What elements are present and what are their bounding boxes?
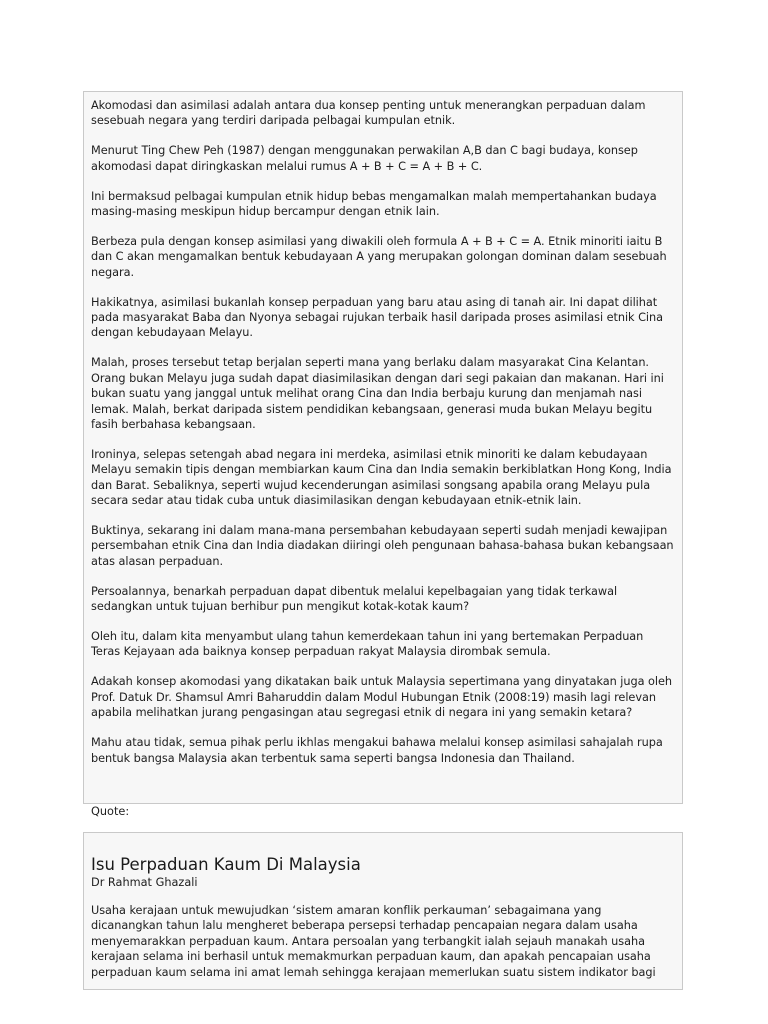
- paragraph-4: Berbeza pula dengan konsep asimilasi yang diwakili oleh formula A + B + C = A. Etnik minoriti iaitu B dan C akan mengamalkan bentuk kebudayaan A yang merupakan golongan dominan dalam sesebuah negara.: [91, 234, 667, 279]
- quote-box-isu-perpaduan: [83, 832, 683, 990]
- article-author: Dr Rahmat Ghazali: [91, 876, 198, 889]
- paragraph-3: Ini bermaksud pelbagai kumpulan etnik hidup bebas mengamalkan malah mempertahankan budaya masing-masing meskipun hidup bercampur dengan etnik lain.: [91, 189, 657, 219]
- paragraph-2: Menurut Ting Chew Peh (1987) dengan menggunakan perwakilan A,B dan C bagi budaya, konsep akomodasi dapat diringkaskan melalui rumus A + B + C = A + B + C.: [91, 144, 638, 173]
- paragraph-12: Mahu atau tidak, semua pihak perlu ikhlas mengakui bahawa melalui konsep asimilasi sahajalah rupa bentuk bangsa Malaysia akan terbentuk sama seperti bangsa Indonesia dan Thailand.: [91, 736, 663, 765]
- paragraph-11: Adakah konsep akomodasi yang dikatakan baik untuk Malaysia sepertimana yang dinyatakan juga oleh Prof. Datuk Dr. Shamsul Amri Baharuddin dalam Modul Hubungan Etnik (2008:19) masih lagi relevan apabila melihatkan jurang pengasingan atau segregasi etnik di negara ini yang semakin ketara?: [91, 675, 672, 720]
- paragraph-5: Hakikatnya, asimilasi bukanlah konsep perpaduan yang baru atau asing di tanah air. Ini dapat dilihat pada masyarakat Baba dan Nyonya sebagai rujukan terbaik hasil daripada proses asimilasi etnik Cina dengan kebudayaan Melayu.: [91, 295, 663, 340]
- paragraph-10: Oleh itu, dalam kita menyambut ulang tahun kemerdekaan tahun ini yang bertemakan Perpaduan Teras Kejayaan ada baiknya konsep perpaduan rakyat Malaysia dirombak semula.: [91, 630, 644, 659]
- paragraph-9: Persoalannya, benarkah perpaduan dapat dibentuk melalui kepelbagaian yang tidak terkawal sedangkan untuk tujuan berhibur pun mengikut kotak-kotak kaum?: [91, 584, 618, 614]
- paragraph-7: Ironinya, selepas setengah abad negara ini merdeka, asimilasi etnik minoriti ke dalam kebudayaan Melayu semakin tipis dengan membiarkan kaum Cina dan India semakin berkiblatkan Hong Kong, India dan Barat. Sebaliknya, seperti wujud kecenderungan asimilasi songsang apabila orang Melayu pula secara sedar atau tidak cuba untuk diasimilasikan dengan kebudayaan etnik-etnik lain.: [91, 447, 672, 508]
- quote-box-akomodasi-asimilasi: [83, 91, 683, 804]
- paragraph-1: Akomodasi dan asimilasi adalah antara dua konsep penting untuk menerangkan perpaduan dalam sesebuah negara yang terdiri daripada pelbagai kumpulan etnik.: [91, 99, 646, 128]
- paragraph-8: Buktinya, sekarang ini dalam mana-mana persembahan kebudayaan seperti sudah menjadi kewajipan persembahan etnik Cina dan India diadakan diiringi oleh pengunaan bahasa-bahasa bukan kebangsaan atas alasan perpaduan.: [91, 524, 674, 568]
- quote-label: Quote:: [91, 805, 130, 818]
- paragraph-6: Malah, proses tersebut tetap berjalan seperti mana yang berlaku dalam masyarakat Cina Kelantan. Orang bukan Melayu juga sudah dapat diasimilasikan dengan dari segi pakaian dan makanan. Hari ini bukan suatu yang janggal untuk melihat orang Cina dan India berbaju kurung dan menjamah nasi lemak. Malah, berkat daripada sistem pendidikan kebangsaan, generasi muda bukan Melayu begitu fasih berbahasa kebangsaan.: [91, 356, 664, 431]
- article-paragraph: Usaha kerajaan untuk mewujudkan ‘sistem amaran konflik perkauman’ sebagaimana yang dicanangkan tahun lalu mengheret beberapa persepsi terhadap pencapaian negara dalam usaha menyemarakkan perpaduan kaum. Antara persoalan yang terbangkit ialah sejauh manakah usaha kerajaan selama ini berhasil untuk memakmurkan perpaduan kaum, dan apakah pencapaian usaha perpaduan kaum selama ini amat lemah sehingga kerajaan memerlukan suatu sistem indikator bagi: [91, 904, 656, 979]
- article-title: Isu Perpaduan Kaum Di Malaysia: [91, 855, 361, 874]
